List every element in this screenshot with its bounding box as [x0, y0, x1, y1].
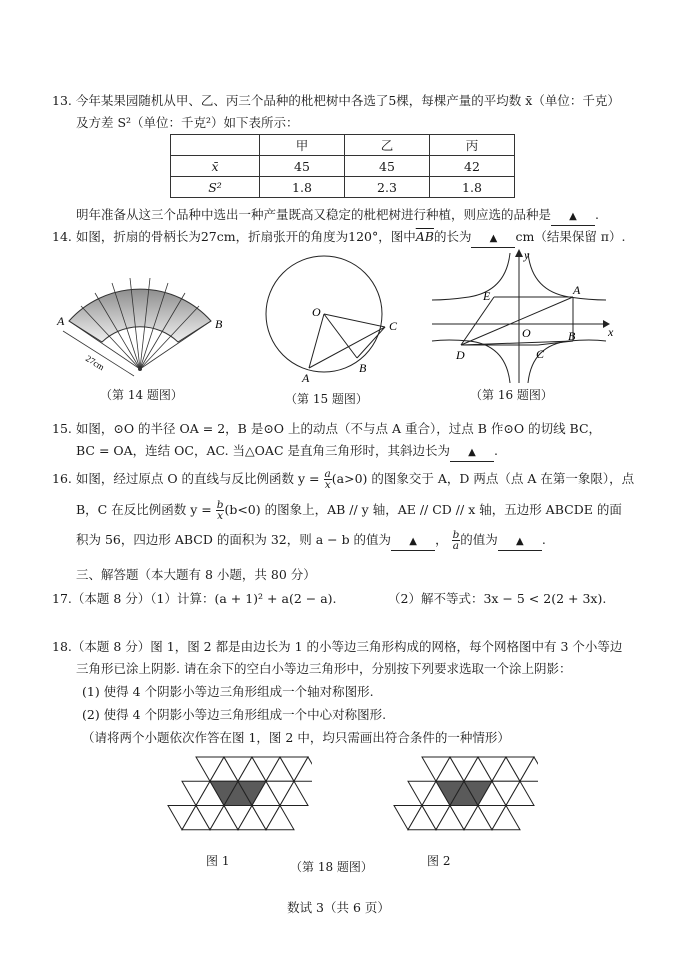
q18-item3: （请将两个小题依次作答在图 1，图 2 中，均只需画出符合条件的一种情形） [82, 730, 510, 745]
frac-num: b [452, 529, 460, 541]
answer-blank[interactable] [391, 532, 435, 551]
fan-pivot [138, 367, 142, 371]
fan-figure [55, 268, 235, 383]
q13-line2: 及方差 S²（单位：千克²）如下表所示： [76, 115, 299, 130]
fig14-caption: （第 14 题图） [100, 388, 183, 402]
page-footer: 数试 3（共 6 页） [287, 900, 390, 915]
label-b: B [359, 361, 367, 375]
fraction-b-over-a [452, 530, 461, 551]
q13-line1: 13. 今年某果园随机从甲、乙、丙三个品种的枇杷树中各选了5棵，每棵产量的平均数 x̄（单位：千克） [52, 93, 620, 108]
fig16-caption: （第 16 题图） [470, 388, 553, 402]
table-cell: 1.8 [430, 177, 515, 198]
triangle-icon: ▲ [409, 536, 417, 547]
table-header-cell [171, 135, 260, 156]
q16-end: . [541, 532, 546, 547]
table-row-label: S² [171, 177, 260, 198]
label-c: C [389, 319, 398, 333]
label-o: O [522, 326, 531, 340]
q13-line3-text: 明年准备从这三个品种中选出一种产量既高又稳定的枇杷树进行种植，则应选的品种是 [76, 207, 552, 222]
answer-blank[interactable] [551, 207, 595, 226]
q16-line1 [52, 469, 634, 490]
label-a: A [302, 371, 310, 385]
table-row [171, 135, 515, 156]
triangle-icon: ▲ [515, 536, 524, 547]
q16-line2 [76, 500, 622, 521]
q15-line1: 15. 如图，⊙O 的半径 OA = 2，B 是⊙O 上的动点（不与点 A 重合），过点 B 作⊙O 的切线 BC， [52, 421, 602, 436]
label-x: x [608, 325, 614, 339]
table-row [171, 156, 515, 177]
q16-line1a: 16. 如图，经过原点 O 的直线与反比例函数 y = [52, 471, 320, 486]
table-cell: 45 [260, 156, 345, 177]
q16-line3 [76, 530, 546, 551]
label-o: O [312, 305, 321, 319]
grid-lines [168, 757, 312, 830]
q16-line3c: 的值为 [460, 532, 498, 547]
q18-item2: (2) 使得 4 个阴影小等边三角形组成一个中心对称图形. [82, 707, 387, 722]
q16-line3b: ， [435, 532, 448, 547]
table-header-cell: 乙 [345, 135, 430, 156]
q18-item1: (1) 使得 4 个阴影小等边三角形组成一个轴对称图形. [82, 684, 374, 699]
frac-num: a [324, 468, 331, 480]
frac-den: x [217, 510, 224, 522]
curve-a-q1 [528, 253, 606, 300]
grid-lines [394, 757, 538, 830]
q14-text-b: 的长为 [433, 229, 472, 244]
q16-line2a: B，C 在反比例函数 y = [76, 502, 212, 517]
answer-blank[interactable] [450, 443, 494, 462]
table-cell: 1.8 [260, 177, 345, 198]
table-row [171, 177, 515, 198]
frac-num: b [216, 499, 224, 511]
q15-line2 [76, 443, 498, 462]
triangle-grid-fig2[interactable] [378, 755, 538, 843]
hyperbola-figure [430, 245, 620, 385]
fraction-a-over-x [324, 469, 332, 490]
label-d: D [456, 348, 465, 362]
q18-line1: 18.（本题 8 分）图 1，图 2 都是由边长为 1 的小等边三角形构成的网格，每个网格图中有 3 个小等边 [52, 639, 623, 654]
q15-line2-text: BC = OA，连结 OC，AC. 当△OAC 是直角三角形时，其斜边长为 [76, 443, 450, 458]
triangle-icon: ▲ [489, 233, 498, 244]
circle-figure [262, 248, 422, 388]
q14-end: cm（结果保留 π）. [515, 229, 626, 244]
q13-line3 [76, 207, 599, 226]
frac-den: x [324, 479, 331, 491]
triangle-icon: ▲ [468, 447, 476, 458]
q17-part1: 17.（本题 8 分）（1）计算：(a + 1)² + a(2 − a). [52, 591, 337, 606]
q16-line2b: (b<0) 的图象上，AB // y 轴，AE // CD // x 轴，五边形 ABCDE 的面 [224, 502, 622, 517]
curve-b-q2 [432, 253, 510, 300]
q16-line3a: 积为 56，四边形 ABCD 的面积为 32，则 a − b 的值为 [76, 532, 392, 547]
table-cell: 45 [345, 156, 430, 177]
table-header-cell: 甲 [260, 135, 345, 156]
table-header-cell: 丙 [430, 135, 515, 156]
label-b: B [568, 329, 576, 343]
table-row-label: x̄ [171, 156, 260, 177]
q14-text-a: 14. 如图，折扇的骨柄长为27cm，折扇张开的角度为120°，图中 [52, 229, 416, 244]
fig1-label: 图 1 [206, 854, 230, 868]
label-y: y [524, 248, 530, 262]
q17-part2: （2）解不等式：3x − 5 < 2(2 + 3x). [388, 591, 607, 606]
fig2-label: 图 2 [427, 854, 451, 868]
q13-table [170, 134, 515, 198]
fan-label-b: B [215, 317, 223, 331]
table-cell: 2.3 [345, 177, 430, 198]
table-cell: 42 [430, 156, 515, 177]
y-axis-arrow-icon [515, 249, 523, 257]
label-a: A [573, 283, 581, 297]
q15-end: . [493, 443, 498, 458]
triangle-icon: ▲ [569, 211, 577, 222]
fan-label-a: A [57, 314, 65, 328]
q18-line2: 三角形已涂上阴影. 请在余下的空白小等边三角形中，分别按下列要求选取一个涂上阴影： [76, 661, 572, 676]
triangle-grid-fig1[interactable] [152, 755, 312, 843]
fig15-caption: （第 15 题图） [285, 392, 368, 406]
fan-length-label: 27cm [83, 353, 107, 373]
q16-line1b: (a>0) 的图象交于 A，D 两点（点 A 在第一象限），点 [331, 471, 635, 486]
q13-end: . [595, 207, 599, 222]
section3-heading: 三、解答题（本大题有 8 小题，共 80 分） [76, 567, 316, 582]
frac-den: a [452, 540, 460, 552]
answer-blank[interactable] [498, 532, 542, 551]
q14-arc-label: $\overline{AB}$ [415, 229, 434, 244]
label-e: E [483, 289, 491, 303]
label-c: C [536, 347, 545, 361]
curve-a-q3 [432, 340, 510, 383]
fig18-caption: （第 18 题图） [290, 860, 373, 874]
